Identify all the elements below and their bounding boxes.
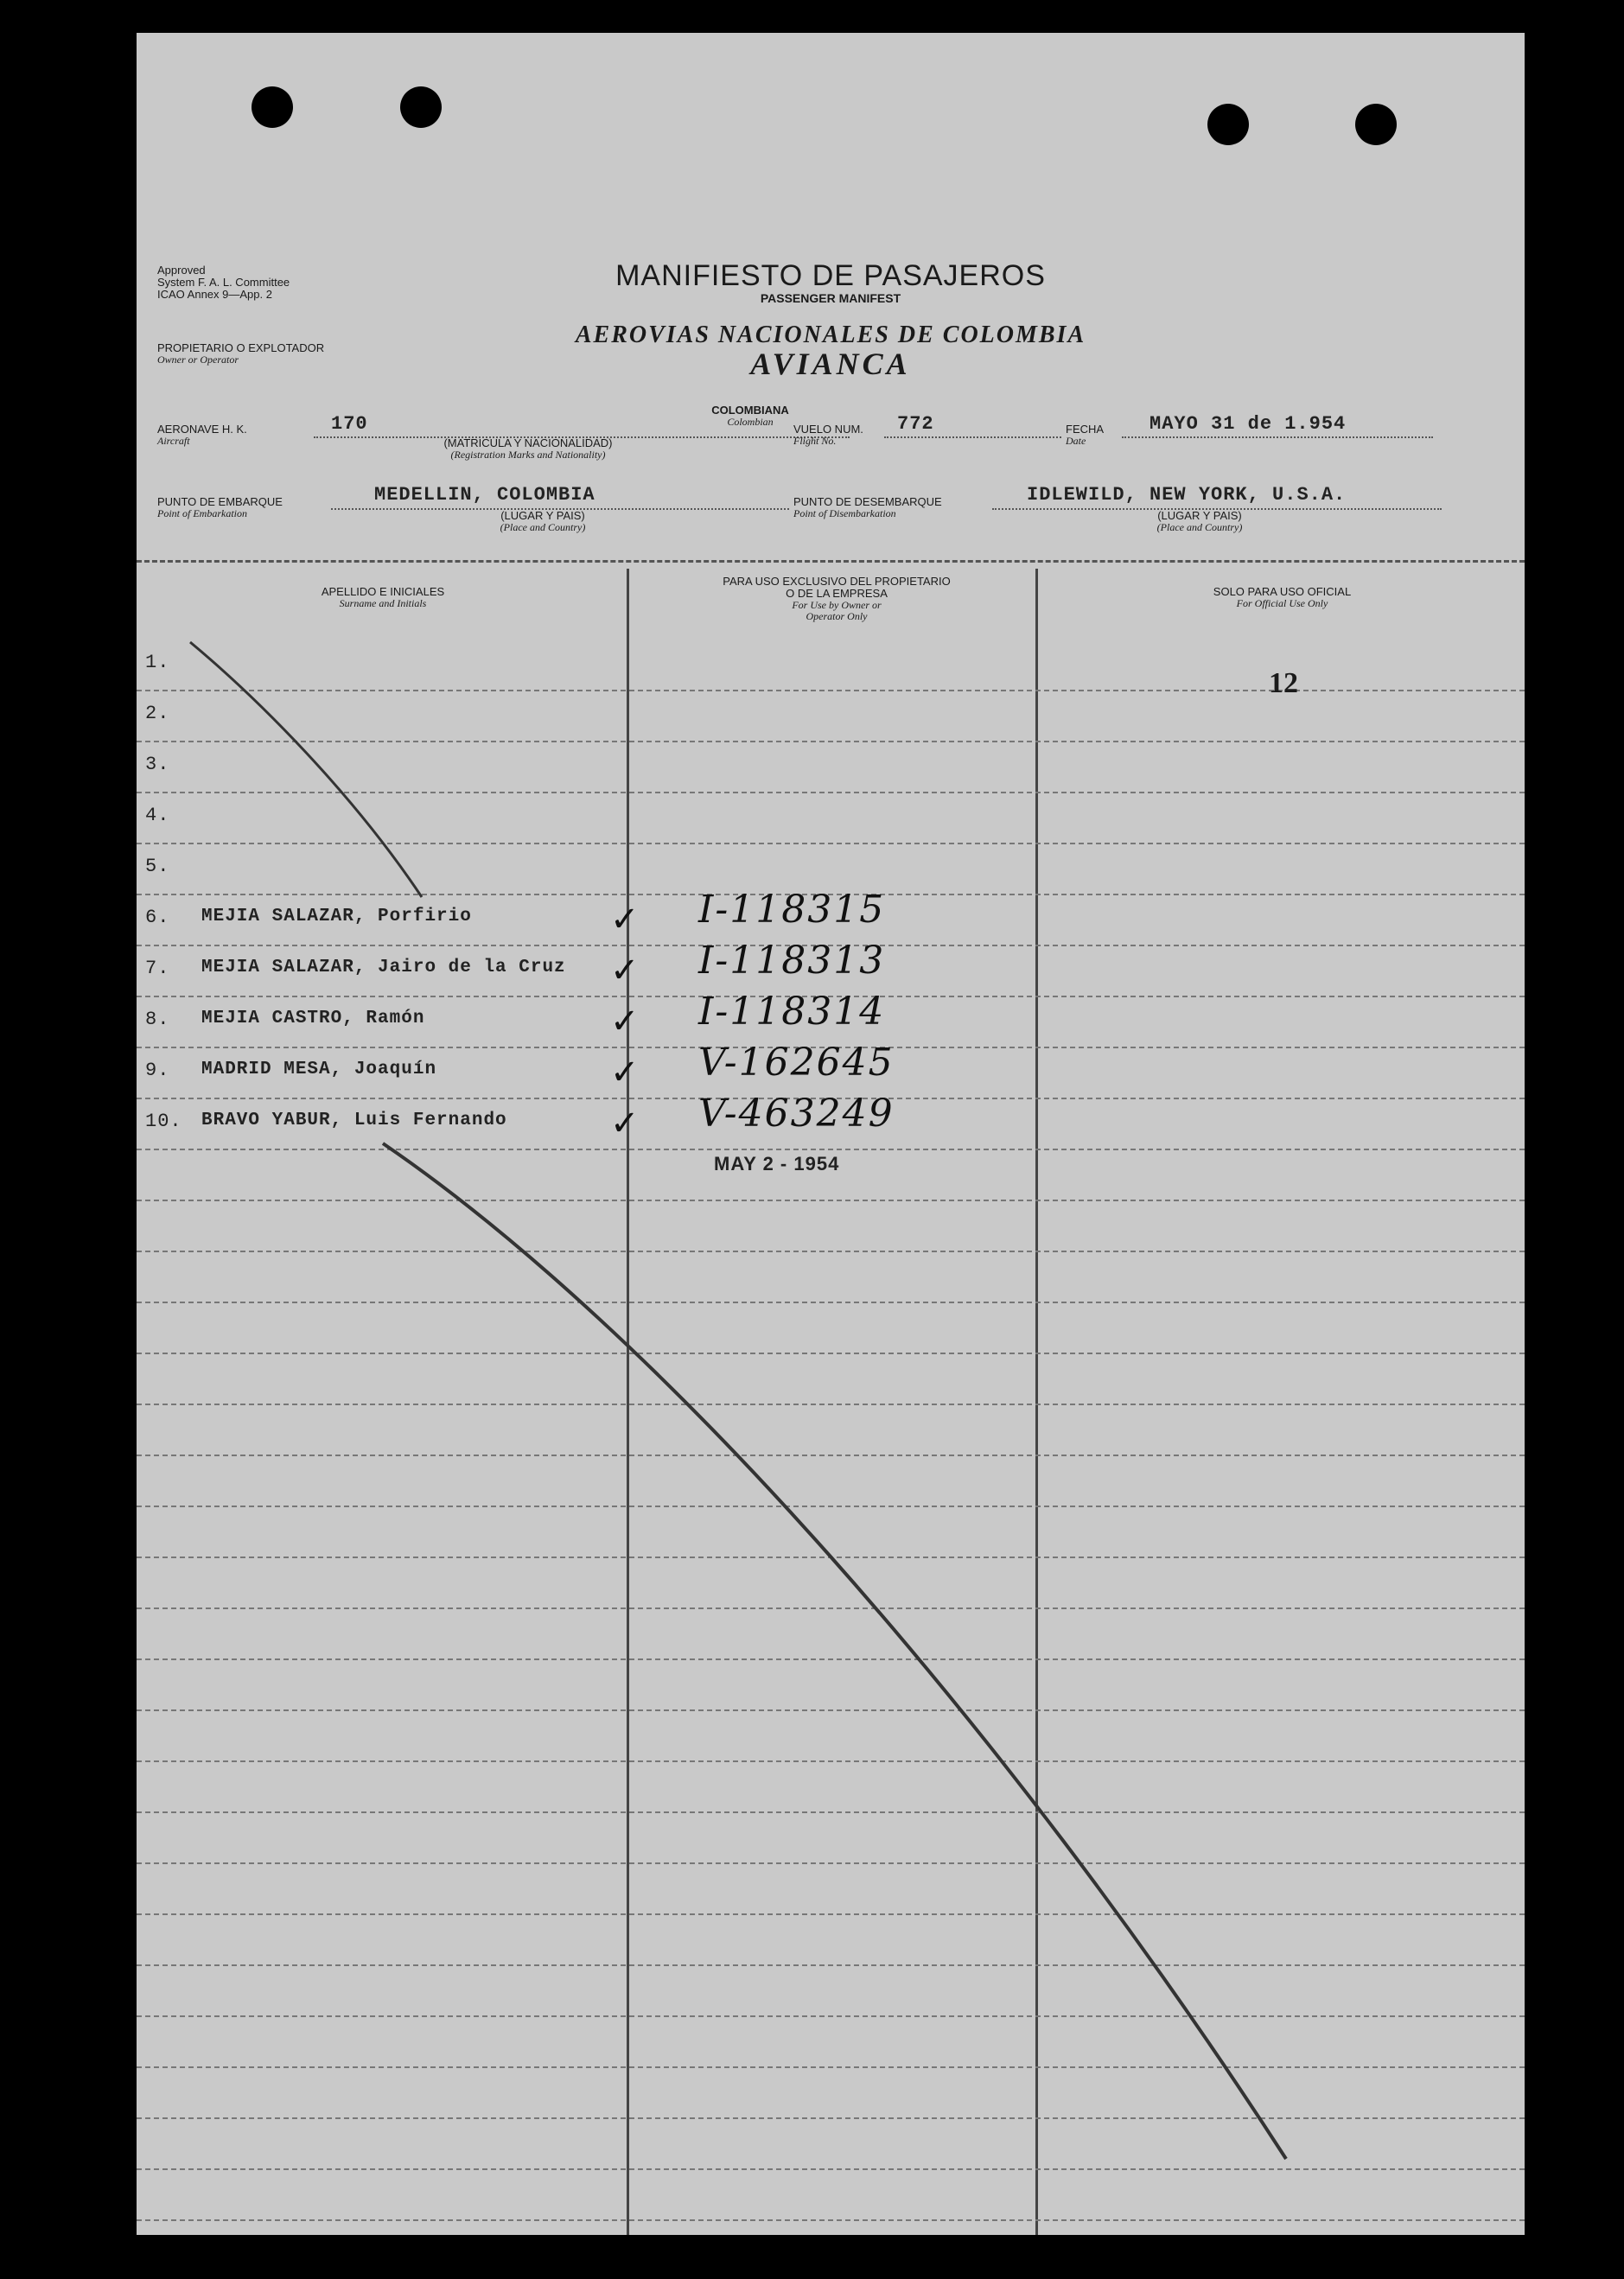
passenger-name: BRAVO YABUR, Luis Fernando (201, 1111, 507, 1130)
flight-label-en: Flight No. (793, 435, 837, 447)
document-number: I-118314 (698, 990, 886, 1034)
aircraft-label-en: Aircraft (157, 435, 190, 447)
date-label-en: Date (1066, 435, 1086, 447)
registration-label-en: (Registration Marks and Nationality) (450, 449, 606, 461)
aircraft-label: AERONAVE H. K. (157, 423, 247, 436)
approved-line: ICAO Annex 9—App. 2 (157, 288, 272, 301)
check-mark-icon: ✓ (610, 1002, 640, 1041)
row-number: 7. (145, 958, 170, 979)
disembark-value: IDLEWILD, NEW YORK, U.S.A. (1027, 484, 1347, 506)
disembark-label: PUNTO DE DESEMBARQUE (793, 495, 942, 508)
disembark-label-en: Point of Disembarkation (793, 507, 896, 519)
approved-line: System F. A. L. Committee (157, 276, 290, 289)
column-header-label: O DE LA EMPRESA (786, 587, 888, 600)
aircraft-value: 170 (331, 413, 368, 435)
document-number: V-162645 (698, 1041, 895, 1085)
flight-value: 772 (897, 413, 934, 435)
row-number: 1. (145, 652, 170, 673)
check-mark-icon: ✓ (610, 951, 640, 990)
date-stamp: MAY 2 - 1954 (714, 1153, 840, 1175)
airline-brand: AVIANCA (750, 347, 911, 381)
embark-label: PUNTO DE EMBARQUE (157, 495, 283, 508)
row-number: 6. (145, 907, 170, 928)
approved-line: Approved (157, 264, 206, 277)
passenger-name: MEJIA SALAZAR, Porfirio (201, 907, 472, 926)
cancel-stroke-top (190, 642, 422, 897)
row-number: 3. (145, 754, 170, 775)
passenger-name: MADRID MESA, Joaquín (201, 1060, 437, 1079)
cancel-strokes (137, 33, 1525, 2235)
registration-label: (MATRICULA Y NACIONALIDAD) (443, 436, 613, 449)
row-number: 10. (145, 1111, 182, 1132)
document-number: V-463249 (698, 1092, 895, 1136)
column-header-label-en: Operator Only (806, 610, 868, 622)
airline-name: AEROVIAS NACIONALES DE COLOMBIA (575, 321, 1086, 348)
column-header-label-en: For Official Use Only (1236, 597, 1328, 609)
check-mark-icon: ✓ (610, 1053, 640, 1092)
date-value: MAYO 31 de 1.954 (1150, 413, 1347, 435)
page-subtitle: PASSENGER MANIFEST (760, 291, 901, 305)
owner-label: PROPIETARIO O EXPLOTADOR (157, 341, 325, 354)
check-mark-icon: ✓ (610, 1104, 640, 1143)
passenger-name: MEJIA CASTRO, Ramón (201, 1009, 425, 1028)
check-mark-icon: ✓ (610, 900, 640, 939)
column-header-label-en: For Use by Owner or (792, 599, 882, 611)
page-title: MANIFIESTO DE PASAJEROS (615, 259, 1046, 292)
embark-place-label-en: (Place and Country) (500, 521, 586, 533)
column-header-label: APELLIDO E INICIALES (321, 585, 445, 598)
row-number: 5. (145, 856, 170, 877)
row-number: 9. (145, 1060, 170, 1081)
disembark-place-label-en: (Place and Country) (1156, 521, 1243, 533)
column-header-label: SOLO PARA USO OFICIAL (1213, 585, 1352, 598)
cancel-stroke-bottom (383, 1143, 1286, 2159)
flight-label: VUELO NUM. (793, 423, 863, 436)
embark-label-en: Point of Embarkation (157, 507, 247, 519)
column-header-label-en: Surname and Initials (339, 597, 427, 609)
official-number: 12 (1269, 667, 1298, 699)
document-number: I-118315 (698, 888, 886, 932)
disembark-place-label: (LUGAR Y PAIS) (1157, 509, 1242, 522)
embark-place-label: (LUGAR Y PAIS) (500, 509, 585, 522)
nationality-value: COLOMBIANA (711, 404, 789, 417)
passenger-name: MEJIA SALAZAR, Jairo de la Cruz (201, 958, 566, 977)
embark-value: MEDELLIN, COLOMBIA (374, 484, 595, 506)
owner-label-en: Owner or Operator (157, 353, 239, 366)
nationality-value-en: Colombian (727, 416, 774, 428)
row-number: 2. (145, 703, 170, 724)
row-number: 4. (145, 805, 170, 826)
column-header-label: PARA USO EXCLUSIVO DEL PROPIETARIO (723, 575, 951, 588)
manifest-page (137, 33, 1525, 2235)
date-label: FECHA (1066, 423, 1105, 436)
row-number: 8. (145, 1009, 170, 1030)
document-number: I-118313 (698, 939, 886, 983)
